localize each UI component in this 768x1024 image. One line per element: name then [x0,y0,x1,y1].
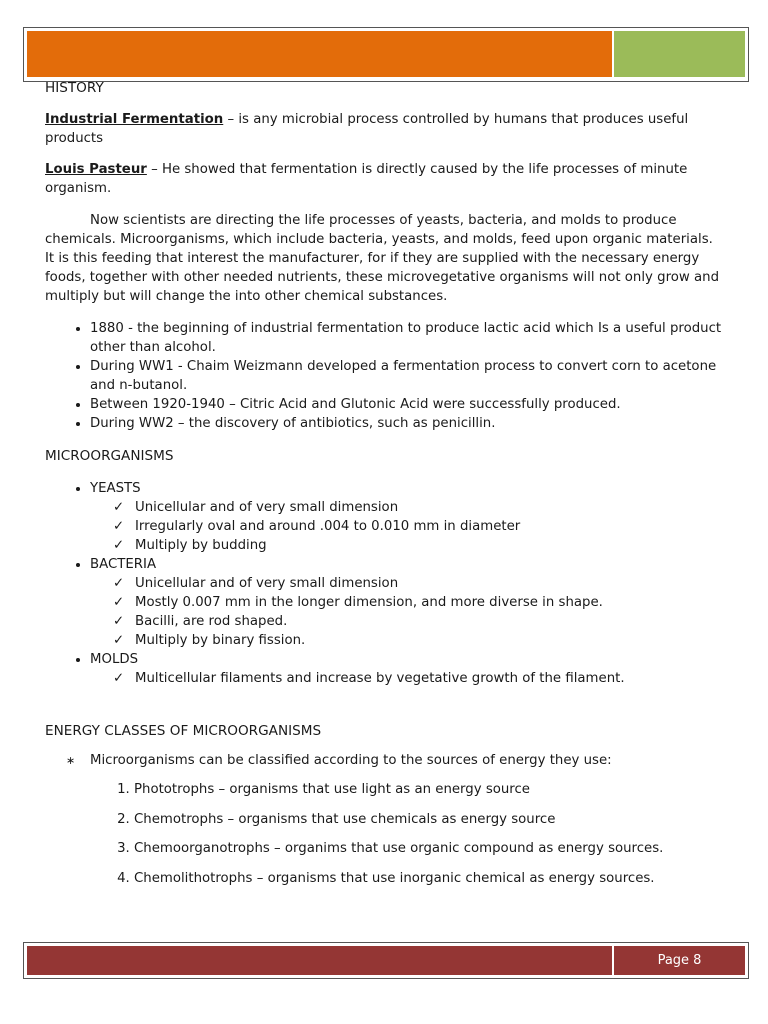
list-item: 4. Chemolithotrophs – organisms that use inorganic chemical as energy sources. [134,869,725,888]
definition-text: – He showed that fermentation is directly caused by the life processes of minute organism. [45,162,688,196]
footer-red-block [27,946,612,975]
microorganisms-list [45,479,725,688]
definition-louis-pasteur [45,160,725,198]
check-item: ✓ Bacilli, are rod shaped. [135,612,725,631]
energy-intro-list [45,751,725,770]
list-item: • Between 1920-1940 – Citric Acid and Glutonic Acid were successfully produced. [90,395,725,414]
energy-classes-heading: ENERGY CLASSES OF MICROORGANISMS [45,723,322,739]
header-orange-block [27,31,612,77]
check-item: ✓ Multiply by binary fission. [135,631,725,650]
molds-label: MOLDS [90,652,139,667]
check-item: ✓ Unicellular and of very small dimension [135,498,725,517]
list-item: 2. Chemotrophs – organisms that use chemicals as energy source [134,810,725,829]
list-item: • During WW2 – the discovery of antibiotics, such as penicillin. [90,414,725,433]
history-timeline-list [45,319,725,433]
check-item: ✓ Unicellular and of very small dimension [135,574,725,593]
definition-industrial-fermentation [45,110,725,148]
bacteria-checklist [90,574,725,650]
list-item: • 1880 - the beginning of industrial fermentation to produce lactic acid which Is a useful product other than alcohol. [90,319,725,357]
history-paragraph: Now scientists are directing the life processes of yeasts, bacteria, and molds to produce chemicals. Microorganisms, which include bacteria, yeasts, and molds, feed upon organic materials. It is this feeding that interest the manufacturer, for if they are supplied with the necessary energy foods, together with other needed nutrients, these microvegetative organisms will not only grow and multiply but will change the into other chemical substances. [45,213,720,304]
header-bar [23,27,749,82]
definition-term: Louis Pasteur [45,162,147,177]
history-heading: HISTORY [45,80,104,96]
bacteria-label: BACTERIA [90,557,157,572]
microorganisms-heading: MICROORGANISMS [45,448,174,464]
list-item: 1. Phototrophs – organisms that use light as an energy source [134,780,725,799]
check-item: ✓ Multiply by budding [135,536,725,555]
list-item-yeasts [90,479,725,555]
yeasts-checklist [90,498,725,555]
list-item: ∗ Microorganisms can be classified according to the sources of energy they use: [90,751,725,770]
molds-checklist [90,669,725,688]
definition-term: Industrial Fermentation [45,112,224,127]
energy-classes-list [45,780,725,888]
list-item-bacteria [90,555,725,650]
check-item: ✓ Multicellular filaments and increase by vegetative growth of the filament. [135,669,725,688]
yeasts-label: YEASTS [90,481,141,496]
definition-text: – is any microbial process controlled by humans that produces useful products [45,112,689,146]
page-content [45,78,725,899]
list-item-molds [90,650,725,688]
header-green-block [614,31,745,77]
check-item: ✓ Irregularly oval and around .004 to 0.010 mm in diameter [135,517,725,536]
list-item: 3. Chemoorganotrophs – organims that use organic compound as energy sources. [134,839,725,858]
footer-bar [23,942,749,979]
list-item: • During WW1 - Chaim Weizmann developed a fermentation process to convert corn to acetone and n-butanol. [90,357,725,395]
check-item: ✓ Mostly 0.007 mm in the longer dimension, and more diverse in shape. [135,593,725,612]
page-number: Page 8 [657,953,702,968]
